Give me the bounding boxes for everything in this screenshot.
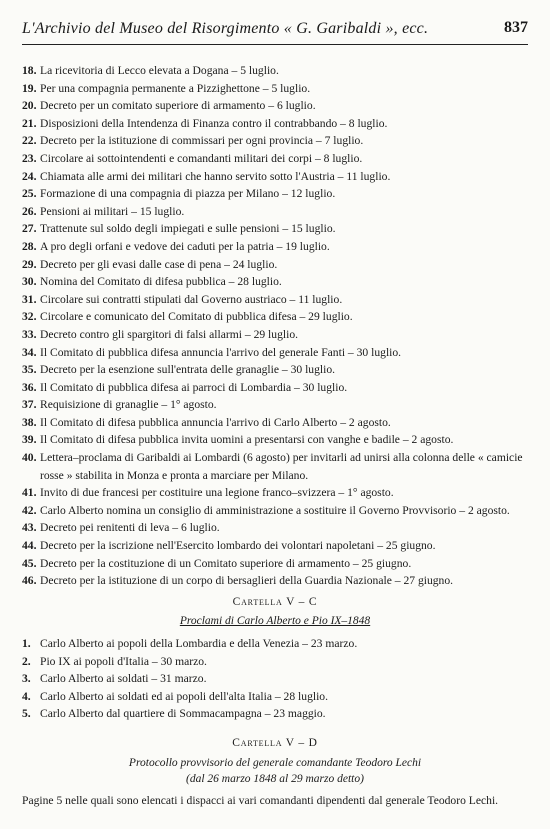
item-text: Decreto contro gli spargitori di falsi allarmi – 29 luglio. [40, 327, 299, 341]
list-item [22, 326, 528, 344]
item-number: 35. [22, 363, 37, 377]
item-text: Decreto per gli evasi dalle case di pena – 24 luglio. [40, 257, 278, 271]
list-item [22, 115, 528, 133]
section-d-title: Cartella V – D [232, 737, 318, 749]
list-item [22, 238, 528, 256]
section-c-title: Cartella V – C [232, 596, 318, 608]
item-number: 28. [22, 239, 37, 253]
list-item [22, 688, 528, 706]
document-list-section-c [22, 635, 528, 723]
list-item [22, 220, 528, 238]
item-number: 37. [22, 398, 37, 412]
list-item [22, 519, 528, 537]
list-item [22, 555, 528, 573]
list-item [22, 502, 528, 520]
item-text: Il Comitato di difesa pubblica invita uomini a presentarsi con vanghe e badile – 2 agosto. [40, 433, 454, 447]
item-number: 20. [22, 99, 37, 113]
item-text: Circolare sui contratti stipulati dal Governo austriaco – 11 luglio. [40, 292, 343, 306]
list-item [22, 449, 528, 484]
item-text: Pensioni ai militari – 15 luglio. [40, 204, 185, 218]
list-item [22, 97, 528, 115]
item-text: Lettera–proclama di Garibaldi ai Lombardi (6 agosto) per invitarli ad unirsi alla colonna delle « camicie rosse » stabilita in Monza e pronta a marciare per Milano. [40, 451, 523, 482]
page-header [22, 14, 528, 45]
item-number: 40. [22, 451, 37, 465]
list-item [22, 256, 528, 274]
item-number: 30. [22, 275, 37, 289]
item-text: Invito di due francesi per costituire una legione franco–svizzera – 1° agosto. [40, 486, 394, 500]
list-item [22, 361, 528, 379]
item-number: 31. [22, 292, 37, 306]
item-number: 44. [22, 539, 37, 553]
item-number: 26. [22, 204, 37, 218]
item-text: Trattenute sul soldo degli impiegati e sulle pensioni – 15 luglio. [40, 222, 336, 236]
item-number: 36. [22, 380, 37, 394]
list-item [22, 80, 528, 98]
item-text: Decreto per un comitato superiore di armamento – 6 luglio. [40, 99, 316, 113]
list-item [22, 150, 528, 168]
item-number: 1. [22, 637, 31, 650]
page-number: 837 [504, 19, 528, 36]
list-item [22, 414, 528, 432]
item-text: Carlo Alberto ai popoli della Lombardia e della Venezia – 23 marzo. [40, 637, 358, 650]
item-number: 5. [22, 707, 31, 721]
item-number: 19. [22, 81, 37, 95]
list-item [22, 379, 528, 397]
item-text: Pio IX ai popoli d'Italia – 30 marzo. [40, 654, 207, 668]
item-number: 34. [22, 345, 37, 359]
list-item [22, 537, 528, 555]
item-text: Il Comitato di pubblica difesa ai parroci di Lombardia – 30 luglio. [40, 380, 348, 394]
item-number: 43. [22, 521, 37, 535]
item-text: Circolare ai sottointendenti e comandanti militari dei corpi – 8 luglio. [40, 151, 363, 165]
section-d-subtitle-1: Protocollo provvisorio del generale comandante Teodoro Lechi [128, 757, 422, 769]
item-number: 22. [22, 134, 37, 148]
item-number: 29. [22, 257, 37, 271]
item-text: Decreto per la iscrizione nell'Esercito lombardo dei volontari napoletani – 25 giugno. [40, 539, 436, 553]
item-text: Il Comitato di pubblica difesa annuncia l'arrivo del generale Fanti – 30 luglio. [40, 345, 402, 359]
item-number: 2. [22, 654, 31, 668]
item-text: Decreto per la costituzione di un Comitato superiore di armamento – 25 giugno. [40, 556, 412, 570]
item-text: Decreto pei renitenti di leva – 6 luglio. [40, 521, 220, 535]
section-d-subtitle-2: (dal 26 marzo 1848 al 29 marzo detto) [186, 773, 364, 785]
item-text: Requisizione di granaglie – 1° agosto. [40, 398, 217, 412]
item-number: 27. [22, 222, 37, 236]
section-d-note: Pagine 5 nelle quali sono elencati i dispacci ai vari comandanti dipendenti dal generale Teodoro Lechi. [22, 794, 499, 807]
list-item [22, 396, 528, 414]
item-number: 45. [22, 556, 37, 570]
list-item [22, 572, 528, 590]
item-text: Circolare e comunicato del Comitato di pubblica difesa – 29 luglio. [40, 310, 353, 324]
item-number: 23. [22, 151, 37, 165]
item-number: 32. [22, 310, 37, 324]
list-item [22, 308, 528, 326]
item-text: Nomina del Comitato di difesa pubblica – 28 luglio. [40, 275, 282, 289]
list-item [22, 62, 528, 80]
item-text: Carlo Alberto ai soldati ed ai popoli dell'alta Italia – 28 luglio. [40, 689, 329, 703]
item-text: Decreto per la esenzione sull'entrata delle granaglie – 30 luglio. [40, 363, 336, 377]
item-text: Carlo Alberto ai soldati – 31 marzo. [40, 672, 207, 686]
item-number: 41. [22, 486, 37, 500]
document-list-main [22, 62, 528, 590]
list-item [22, 431, 528, 449]
item-number: 46. [22, 574, 37, 588]
item-number: 18. [22, 64, 37, 77]
list-item [22, 203, 528, 221]
item-text: Formazione di una compagnia di piazza per Milano – 12 luglio. [40, 187, 336, 201]
item-number: 33. [22, 327, 37, 341]
running-title: L'Archivio del Museo del Risorgimento « G. Garibaldi », ecc. [22, 20, 429, 37]
item-text: Chiamata alle armi dei militari che hanno servito sotto l'Austria – 11 luglio. [40, 169, 391, 183]
item-number: 21. [22, 116, 37, 130]
item-text: Disposizioni della Intendenza di Finanza contro il contrabbando – 8 luglio. [40, 116, 388, 130]
list-item [22, 670, 528, 688]
list-item [22, 484, 528, 502]
item-text: Carlo Alberto dal quartiere di Sommacampagna – 23 maggio. [40, 707, 326, 721]
list-item [22, 185, 528, 203]
item-number: 3. [22, 672, 31, 686]
item-text: La ricevitoria di Lecco elevata a Dogana – 5 luglio. [40, 64, 279, 77]
list-item [22, 635, 528, 653]
list-item [22, 132, 528, 150]
list-item [22, 705, 528, 723]
item-number: 4. [22, 689, 31, 703]
list-item [22, 168, 528, 186]
item-number: 38. [22, 415, 37, 429]
list-item [22, 653, 528, 671]
item-text: A pro degli orfani e vedove dei caduti per la patria – 19 luglio. [40, 239, 330, 253]
item-text: Carlo Alberto nomina un consiglio di amministrazione a sostituire il Governo Provvisorio – 2 agosto. [40, 503, 510, 517]
list-item [22, 291, 528, 309]
item-text: Decreto per la istituzione di un corpo di bersaglieri della Guardia Nazionale – 27 giugno. [40, 574, 454, 588]
item-text: Decreto per la istituzione di commissari per ogni provincia – 7 luglio. [40, 134, 364, 148]
item-text: Per una compagnia permanente a Pizzighettone – 5 luglio. [40, 81, 311, 95]
item-number: 24. [22, 169, 37, 183]
item-number: 42. [22, 503, 37, 517]
item-number: 39. [22, 433, 37, 447]
item-number: 25. [22, 187, 37, 201]
section-c-subtitle: Proclami di Carlo Alberto e Pio IX–1848 [179, 615, 371, 627]
item-text: Il Comitato di difesa pubblica annuncia l'arrivo di Carlo Alberto – 2 agosto. [40, 415, 391, 429]
list-item [22, 273, 528, 291]
list-item [22, 344, 528, 362]
